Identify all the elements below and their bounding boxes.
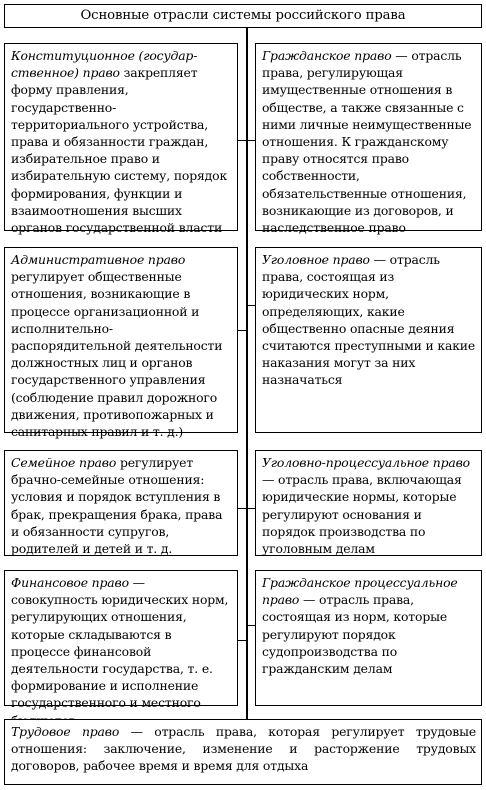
branch-financial-term: Финансовое право <box>11 575 129 590</box>
branch-financial-text: — совокупность юридических норм, регулирующих отношения, которые складываются в процессе финансовой деятельности государства, т. е. формирование и исполнение государственного и местного <box>11 575 229 711</box>
branch-criminal-text: — отрасль права, состоящая из юридических норм, определяющих, какие общественно опасные деяния считаются преступными и какие наказания могут за них назначаться <box>262 252 476 388</box>
connector-civil-procedure <box>247 625 255 626</box>
branch-administrative-box <box>4 247 238 440</box>
branch-civil-box <box>255 43 482 236</box>
branch-labor-term: Трудовое право <box>11 724 120 739</box>
branch-civil-text: — отрасль права, регулирующая имущественные отношения в обществе, а также связанные с ними личные неимущественные отношения. К гражданскому праву относятся право собственности, обязательственные отношения, возникающие из договоров, и наследственное право <box>262 48 472 236</box>
diagram-title: Основные отрасли системы российского права <box>4 4 482 28</box>
branch-constitutional-term: Конституционное (государственное) право <box>11 48 198 81</box>
connector-criminal-procedure <box>247 508 255 509</box>
branch-civil-procedure-term: Гражданское процессуальное право <box>262 575 458 608</box>
branch-financial-box <box>4 570 238 711</box>
connector-financial <box>238 640 247 641</box>
branch-family-box <box>4 450 238 556</box>
connector-criminal <box>247 305 255 306</box>
branch-criminal-procedure-term: Уголовно-процессуальное право <box>262 455 470 470</box>
connector-civil <box>247 140 255 141</box>
branch-civil-procedure-text: — отрасль права, состоящая из норм, которые регулируют порядок судопроизводства по гражданским делам <box>262 592 447 677</box>
branch-labor-text: — отрасль права, которая регулирует трудовые отношения: заключение, изменение и расторжение трудовых договоров, рабочее время и время для отдыха <box>11 724 477 774</box>
connector-family <box>238 508 247 509</box>
branch-civil-procedure-box <box>255 570 482 706</box>
branch-criminal-box <box>255 247 482 433</box>
branch-criminal-procedure-box <box>255 450 482 556</box>
branch-criminal-procedure-text: — отрасль права, включающая юридические нормы, которые регулируют основания и порядок производства по уголовным делам <box>262 472 462 557</box>
branch-civil-term: Гражданское право <box>262 48 392 63</box>
connector-constitutional <box>238 140 247 141</box>
branch-administrative-term: Административное право <box>11 252 186 267</box>
branch-administrative-text: регулирует общественные отношения, возникающие в процессе организационной и исполнительно-распорядительной деятельности должностных лиц и органов государственного управления (соблюдение правил дорожного движения, противопожарных и санитарных правил и т. д.) <box>11 269 223 440</box>
branch-family-term: Семейное право <box>11 455 117 470</box>
branch-labor-box <box>4 719 482 785</box>
branch-family-text: регулирует брачно-семейные отношения: условия и порядок вступления в брак, прекращения брака, права и обязанности супругов, родителей и детей и т. д. <box>11 455 223 557</box>
branch-criminal-term: Уголовное право <box>262 252 370 267</box>
branch-constitutional-text: закрепляет форму правления, государственно-территориального устройства, права и обязанности граждан, избирательное право и избирательную систему, порядок формирования, функции и взаимоотношения высших органов государственной власти <box>11 65 228 236</box>
connector-administrative <box>238 330 247 331</box>
central-connector-line <box>246 27 248 720</box>
branch-constitutional-box <box>4 43 238 236</box>
